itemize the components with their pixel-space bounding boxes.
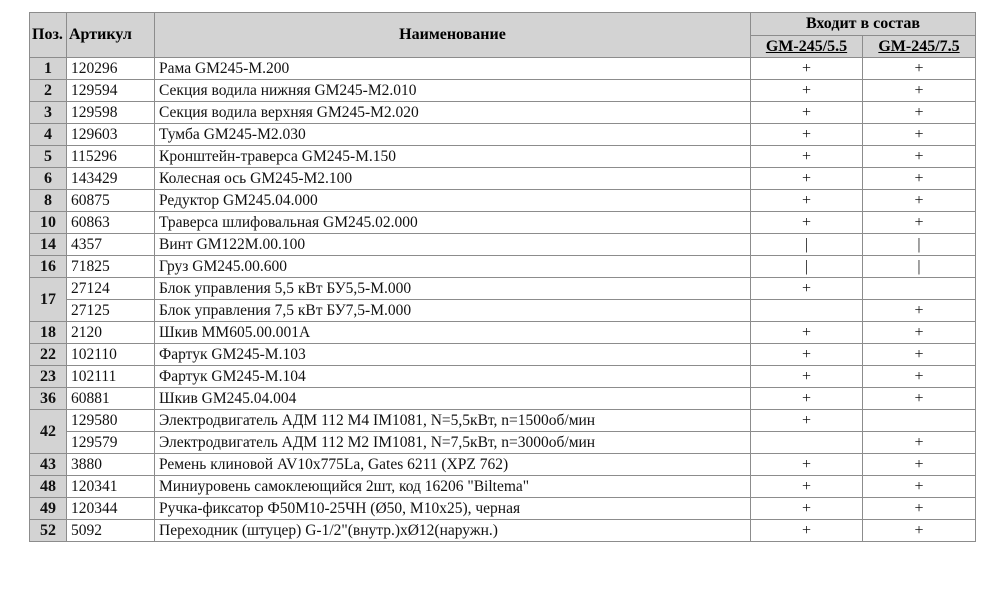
row-mark-b: + [863, 476, 976, 498]
row-article: 129579 [67, 432, 155, 454]
table-row [30, 168, 976, 190]
row-mark-b: + [863, 520, 976, 542]
row-name: Кронштейн-траверса GM245-M.150 [155, 146, 751, 168]
header-name: Наименование [155, 13, 751, 58]
row-mark-a: + [751, 278, 863, 300]
row-article: 60863 [67, 212, 155, 234]
row-mark-a: + [751, 366, 863, 388]
row-article: 2120 [67, 322, 155, 344]
row-pos: 48 [30, 476, 67, 498]
row-mark-a: + [751, 190, 863, 212]
row-article: 5092 [67, 520, 155, 542]
table-body [30, 58, 976, 542]
row-mark-a [751, 300, 863, 322]
row-pos: 18 [30, 322, 67, 344]
row-name: Колесная ось GM245-M2.100 [155, 168, 751, 190]
row-pos: 4 [30, 124, 67, 146]
row-article: 120344 [67, 498, 155, 520]
row-mark-a: + [751, 476, 863, 498]
table-row [30, 124, 976, 146]
row-name: Рама GM245-M.200 [155, 58, 751, 80]
row-name: Тумба GM245-M2.030 [155, 124, 751, 146]
row-mark-b: + [863, 454, 976, 476]
table-row [30, 146, 976, 168]
row-mark-b: + [863, 168, 976, 190]
row-mark-b: + [863, 432, 976, 454]
row-article: 129594 [67, 80, 155, 102]
table-row [30, 432, 976, 454]
row-article: 129580 [67, 410, 155, 432]
row-pos: 23 [30, 366, 67, 388]
parts-table [29, 12, 976, 542]
row-name: Ручка-фиксатор Ф50M10-25ЧН (Ø50, M10x25), черная [155, 498, 751, 520]
table-row [30, 322, 976, 344]
table-row [30, 410, 976, 432]
row-name: Груз GM245.00.600 [155, 256, 751, 278]
row-mark-b: + [863, 146, 976, 168]
table-row [30, 520, 976, 542]
row-name: Шкив GM245.04.004 [155, 388, 751, 410]
row-mark-a: + [751, 498, 863, 520]
row-article: 143429 [67, 168, 155, 190]
row-name: Шкив MM605.00.001A [155, 322, 751, 344]
row-mark-a: | [751, 256, 863, 278]
table-row [30, 476, 976, 498]
row-mark-b: + [863, 102, 976, 124]
row-name: Секция водила верхняя GM245-M2.020 [155, 102, 751, 124]
table-row [30, 234, 976, 256]
row-mark-a: + [751, 58, 863, 80]
row-mark-a: + [751, 146, 863, 168]
row-name: Блок управления 7,5 кВт БУ7,5-M.000 [155, 300, 751, 322]
row-mark-a: + [751, 454, 863, 476]
row-article: 27124 [67, 278, 155, 300]
row-name: Фартук GM245-M.103 [155, 344, 751, 366]
table-row [30, 344, 976, 366]
header-article: Артикул [67, 13, 155, 58]
row-pos: 5 [30, 146, 67, 168]
row-mark-b: + [863, 212, 976, 234]
row-article: 102110 [67, 344, 155, 366]
row-article: 115296 [67, 146, 155, 168]
row-pos: 6 [30, 168, 67, 190]
row-name: Винт GM122M.00.100 [155, 234, 751, 256]
table-row [30, 388, 976, 410]
row-name: Секция водила нижняя GM245-M2.010 [155, 80, 751, 102]
table-row [30, 102, 976, 124]
row-article: 60881 [67, 388, 155, 410]
table-row [30, 80, 976, 102]
row-mark-b: + [863, 322, 976, 344]
row-mark-b: + [863, 388, 976, 410]
row-name: Электродвигатель АДМ 112 М4 IM1081, N=5,5кВт, n=1500об/мин [155, 410, 751, 432]
row-article: 27125 [67, 300, 155, 322]
row-name: Миниуровень самоклеющийся 2шт, код 16206 "Biltema" [155, 476, 751, 498]
row-mark-b: + [863, 300, 976, 322]
row-name: Редуктор GM245.04.000 [155, 190, 751, 212]
row-article: 129598 [67, 102, 155, 124]
row-pos: 42 [30, 410, 67, 454]
row-name: Переходник (штуцер) G-1/2"(внутр.)xØ12(наружн.) [155, 520, 751, 542]
row-mark-b: + [863, 344, 976, 366]
row-pos: 2 [30, 80, 67, 102]
row-mark-b: + [863, 80, 976, 102]
row-mark-b: + [863, 190, 976, 212]
row-article: 71825 [67, 256, 155, 278]
row-mark-b [863, 278, 976, 300]
row-mark-a [751, 432, 863, 454]
row-mark-b: | [863, 256, 976, 278]
row-mark-b: | [863, 234, 976, 256]
row-pos: 52 [30, 520, 67, 542]
row-mark-a: + [751, 168, 863, 190]
row-mark-a: + [751, 388, 863, 410]
row-mark-a: + [751, 520, 863, 542]
row-mark-b: + [863, 124, 976, 146]
row-mark-b: + [863, 58, 976, 80]
row-pos: 17 [30, 278, 67, 322]
row-mark-a: + [751, 410, 863, 432]
row-pos: 3 [30, 102, 67, 124]
table-row [30, 454, 976, 476]
row-name: Ремень клиновой AV10x775La, Gates 6211 (XPZ 762) [155, 454, 751, 476]
row-mark-a: | [751, 234, 863, 256]
row-mark-a: + [751, 80, 863, 102]
table-row [30, 278, 976, 300]
header-pos: Поз. [30, 13, 67, 58]
row-mark-a: + [751, 344, 863, 366]
row-mark-a: + [751, 124, 863, 146]
row-mark-b: + [863, 366, 976, 388]
row-name: Траверса шлифовальная GM245.02.000 [155, 212, 751, 234]
row-article: 3880 [67, 454, 155, 476]
row-pos: 22 [30, 344, 67, 366]
row-pos: 14 [30, 234, 67, 256]
row-article: 129603 [67, 124, 155, 146]
row-article: 120296 [67, 58, 155, 80]
row-pos: 36 [30, 388, 67, 410]
row-mark-b: + [863, 498, 976, 520]
row-article: 60875 [67, 190, 155, 212]
table-row [30, 58, 976, 80]
row-name: Электродвигатель АДМ 112 М2 IM1081, N=7,5кВт, n=3000об/мин [155, 432, 751, 454]
row-pos: 43 [30, 454, 67, 476]
header-row [30, 13, 976, 36]
table-row [30, 190, 976, 212]
row-mark-a: + [751, 322, 863, 344]
table-row [30, 256, 976, 278]
header-group: Входит в состав [751, 13, 976, 36]
row-mark-b [863, 410, 976, 432]
row-pos: 8 [30, 190, 67, 212]
header-model-b: GM-245/7.5 [863, 36, 976, 58]
table-row [30, 212, 976, 234]
header-model-a: GM-245/5.5 [751, 36, 863, 58]
row-article: 120341 [67, 476, 155, 498]
row-mark-a: + [751, 102, 863, 124]
row-pos: 10 [30, 212, 67, 234]
row-article: 4357 [67, 234, 155, 256]
table-row [30, 498, 976, 520]
row-name: Блок управления 5,5 кВт БУ5,5-M.000 [155, 278, 751, 300]
row-pos: 49 [30, 498, 67, 520]
row-mark-a: + [751, 212, 863, 234]
row-pos: 16 [30, 256, 67, 278]
table-row [30, 366, 976, 388]
row-article: 102111 [67, 366, 155, 388]
table-row [30, 300, 976, 322]
row-pos: 1 [30, 58, 67, 80]
row-name: Фартук GM245-M.104 [155, 366, 751, 388]
